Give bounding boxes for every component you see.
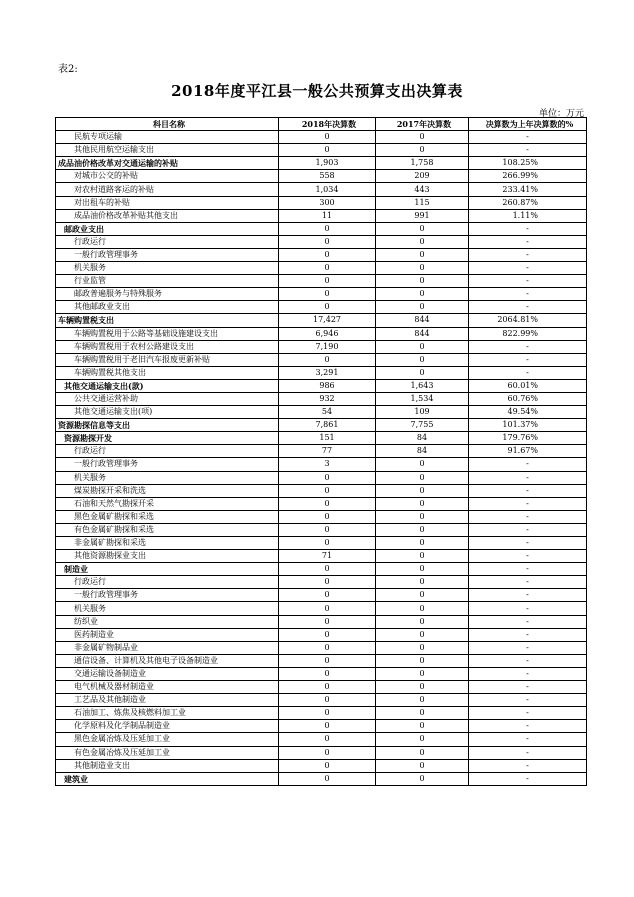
- cell-2018: 54: [279, 406, 376, 419]
- cell-percent: -: [469, 131, 587, 144]
- cell-2018: 0: [279, 144, 376, 157]
- cell-percent: -: [469, 589, 587, 602]
- cell-name: 电气机械及器材制造业: [56, 681, 279, 694]
- table-row: [56, 432, 587, 445]
- cell-percent: -: [469, 523, 587, 536]
- cell-name: 制造业: [56, 563, 279, 576]
- cell-name: 车辆购置税其他支出: [56, 366, 279, 379]
- cell-2018: 71: [279, 550, 376, 563]
- cell-2017: 209: [376, 170, 469, 183]
- cell-percent: 101.37%: [469, 419, 587, 432]
- cell-2017: 1,643: [376, 379, 469, 392]
- table-row: [56, 563, 587, 576]
- table-row: [56, 694, 587, 707]
- cell-2018: 0: [279, 654, 376, 667]
- table-row: [56, 379, 587, 392]
- table-row: [56, 209, 587, 222]
- cell-name: 煤炭勘探开采和洗选: [56, 484, 279, 497]
- cell-percent: -: [469, 628, 587, 641]
- cell-percent: -: [469, 353, 587, 366]
- unit-label: 单位：万元: [538, 109, 584, 119]
- cell-2017: 991: [376, 209, 469, 222]
- cell-2017: 0: [376, 248, 469, 261]
- cell-2018: 17,427: [279, 314, 376, 327]
- cell-2017: 0: [376, 353, 469, 366]
- header-2018: 2018年决算数: [279, 118, 376, 131]
- table-row: [56, 157, 587, 170]
- cell-2017: 844: [376, 314, 469, 327]
- cell-percent: -: [469, 222, 587, 235]
- cell-2017: 0: [376, 222, 469, 235]
- cell-2017: 0: [376, 484, 469, 497]
- cell-2017: 0: [376, 144, 469, 157]
- cell-name: 车辆购置税用于农村公路建设支出: [56, 340, 279, 353]
- cell-percent: -: [469, 550, 587, 563]
- cell-2017: 0: [376, 301, 469, 314]
- cell-name: 有色金属矿勘探和采选: [56, 523, 279, 536]
- table-row: [56, 170, 587, 183]
- cell-2018: 0: [279, 641, 376, 654]
- table-row: [56, 248, 587, 261]
- cell-percent: -: [469, 144, 587, 157]
- cell-name: 非金属矿物制品业: [56, 641, 279, 654]
- cell-2018: 0: [279, 589, 376, 602]
- table-header: [56, 118, 587, 131]
- cell-percent: -: [469, 667, 587, 680]
- cell-2018: 0: [279, 772, 376, 785]
- cell-percent: 233.41%: [469, 183, 587, 196]
- cell-2017: 0: [376, 615, 469, 628]
- cell-percent: -: [469, 288, 587, 301]
- cell-percent: -: [469, 471, 587, 484]
- cell-2018: 77: [279, 445, 376, 458]
- cell-percent: -: [469, 707, 587, 720]
- cell-2017: 0: [376, 707, 469, 720]
- cell-2017: 443: [376, 183, 469, 196]
- table-row: [56, 589, 587, 602]
- cell-2018: 0: [279, 484, 376, 497]
- cell-2017: 109: [376, 406, 469, 419]
- cell-2017: 0: [376, 523, 469, 536]
- table-row: [56, 537, 587, 550]
- cell-2017: 115: [376, 196, 469, 209]
- cell-name: 纺织业: [56, 615, 279, 628]
- table-row: [56, 615, 587, 628]
- cell-percent: 260.87%: [469, 196, 587, 209]
- cell-2018: 0: [279, 288, 376, 301]
- cell-2018: 0: [279, 615, 376, 628]
- cell-2018: 0: [279, 301, 376, 314]
- cell-name: 交通运输设备制造业: [56, 667, 279, 680]
- cell-2018: 0: [279, 681, 376, 694]
- cell-2018: 0: [279, 353, 376, 366]
- table-row: [56, 144, 587, 157]
- cell-percent: 49.54%: [469, 406, 587, 419]
- header-percent: 决算数为上年决算数的%: [469, 118, 587, 131]
- cell-2018: 0: [279, 576, 376, 589]
- cell-name: 邮政普遍服务与特殊服务: [56, 288, 279, 301]
- table-row: [56, 235, 587, 248]
- table-row: [56, 314, 587, 327]
- page-title: 2018年度平江县一般公共预算支出决算表: [171, 82, 463, 100]
- cell-2018: 0: [279, 471, 376, 484]
- cell-2018: 11: [279, 209, 376, 222]
- cell-name: 工艺品及其他制造业: [56, 694, 279, 707]
- cell-2018: 0: [279, 707, 376, 720]
- cell-name: 石油加工、炼焦及核燃料加工业: [56, 707, 279, 720]
- cell-name: 成品油价格改革对交通运输的补贴: [56, 157, 279, 170]
- cell-2018: 0: [279, 694, 376, 707]
- cell-2017: 0: [376, 131, 469, 144]
- cell-percent: 266.99%: [469, 170, 587, 183]
- cell-2017: 0: [376, 262, 469, 275]
- cell-percent: -: [469, 262, 587, 275]
- cell-name: 其他邮政业支出: [56, 301, 279, 314]
- cell-2018: 986: [279, 379, 376, 392]
- budget-table: [55, 117, 587, 786]
- cell-2017: 0: [376, 772, 469, 785]
- cell-percent: 1.11%: [469, 209, 587, 222]
- header-name: 科目名称: [56, 118, 279, 131]
- cell-name: 行政运行: [56, 576, 279, 589]
- cell-2017: 0: [376, 458, 469, 471]
- cell-2017: 0: [376, 235, 469, 248]
- cell-name: 化学原料及化学制品制造业: [56, 720, 279, 733]
- cell-2018: 0: [279, 262, 376, 275]
- cell-name: 民航专项运输: [56, 131, 279, 144]
- cell-percent: -: [469, 537, 587, 550]
- cell-2017: 0: [376, 733, 469, 746]
- cell-name: 黑色金属冶炼及压延加工业: [56, 733, 279, 746]
- table-row: [56, 654, 587, 667]
- cell-name: 其他制造业支出: [56, 759, 279, 772]
- cell-name: 成品油价格改革补贴其他支出: [56, 209, 279, 222]
- cell-percent: -: [469, 235, 587, 248]
- cell-name: 其他交通运输支出(项): [56, 406, 279, 419]
- table-row: [56, 759, 587, 772]
- cell-2017: 0: [376, 681, 469, 694]
- cell-percent: -: [469, 510, 587, 523]
- table-row: [56, 301, 587, 314]
- cell-percent: -: [469, 458, 587, 471]
- cell-name: 非金属矿勘探和采选: [56, 537, 279, 550]
- cell-2017: 0: [376, 563, 469, 576]
- cell-percent: -: [469, 248, 587, 261]
- cell-name: 石油和天然气勘探开采: [56, 497, 279, 510]
- cell-name: 机关服务: [56, 602, 279, 615]
- cell-percent: 60.76%: [469, 392, 587, 405]
- cell-2017: 0: [376, 576, 469, 589]
- cell-name: 行政运行: [56, 235, 279, 248]
- cell-2018: 3: [279, 458, 376, 471]
- cell-2018: 0: [279, 667, 376, 680]
- cell-percent: -: [469, 733, 587, 746]
- cell-2017: 84: [376, 432, 469, 445]
- cell-percent: -: [469, 340, 587, 353]
- cell-2017: 0: [376, 720, 469, 733]
- cell-name: 其他民用航空运输支出: [56, 144, 279, 157]
- cell-percent: -: [469, 746, 587, 759]
- cell-name: 通信设备、计算机及其他电子设备制造业: [56, 654, 279, 667]
- cell-2017: 0: [376, 746, 469, 759]
- header-2017: 2017年决算数: [376, 118, 469, 131]
- cell-2017: 0: [376, 340, 469, 353]
- table-row: [56, 419, 587, 432]
- cell-percent: -: [469, 720, 587, 733]
- table-row: [56, 497, 587, 510]
- cell-name: 一般行政管理事务: [56, 589, 279, 602]
- table-row: [56, 183, 587, 196]
- cell-2018: 0: [279, 537, 376, 550]
- cell-2017: 844: [376, 327, 469, 340]
- table-row: [56, 641, 587, 654]
- cell-name: 机关服务: [56, 262, 279, 275]
- cell-percent: 822.99%: [469, 327, 587, 340]
- cell-name: 行业监管: [56, 275, 279, 288]
- cell-2018: 1,903: [279, 157, 376, 170]
- cell-2017: 0: [376, 497, 469, 510]
- cell-2018: 7,861: [279, 419, 376, 432]
- table-row: [56, 576, 587, 589]
- cell-2018: 0: [279, 733, 376, 746]
- cell-2018: 300: [279, 196, 376, 209]
- cell-name: 一般行政管理事务: [56, 458, 279, 471]
- cell-name: 车辆购置税用于公路等基础设施建设支出: [56, 327, 279, 340]
- table-row: [56, 484, 587, 497]
- cell-2017: 0: [376, 694, 469, 707]
- cell-name: 建筑业: [56, 772, 279, 785]
- cell-2018: 558: [279, 170, 376, 183]
- cell-2018: 0: [279, 222, 376, 235]
- cell-2018: 0: [279, 510, 376, 523]
- cell-percent: -: [469, 275, 587, 288]
- cell-2017: 0: [376, 510, 469, 523]
- cell-2017: 84: [376, 445, 469, 458]
- table-row: [56, 550, 587, 563]
- cell-2018: 0: [279, 523, 376, 536]
- cell-name: 机关服务: [56, 471, 279, 484]
- table-row: [56, 222, 587, 235]
- cell-name: 公共交通运营补助: [56, 392, 279, 405]
- cell-name: 资源勘探信息等支出: [56, 419, 279, 432]
- cell-name: 资源勘探开发: [56, 432, 279, 445]
- cell-2018: 0: [279, 235, 376, 248]
- cell-name: 有色金属冶炼及压延加工业: [56, 746, 279, 759]
- cell-percent: -: [469, 563, 587, 576]
- cell-2017: 1,534: [376, 392, 469, 405]
- cell-2018: 0: [279, 602, 376, 615]
- cell-2018: 7,190: [279, 340, 376, 353]
- cell-name: 车辆购置税用于老旧汽车报废更新补贴: [56, 353, 279, 366]
- cell-2017: 0: [376, 667, 469, 680]
- cell-2018: 3,291: [279, 366, 376, 379]
- table-row: [56, 366, 587, 379]
- cell-2017: 0: [376, 759, 469, 772]
- cell-2018: 1,034: [279, 183, 376, 196]
- table-row: [56, 628, 587, 641]
- cell-2017: 0: [376, 275, 469, 288]
- cell-percent: 60.01%: [469, 379, 587, 392]
- cell-name: 黑色金属矿勘探和采选: [56, 510, 279, 523]
- table-row: [56, 196, 587, 209]
- table-row: [56, 707, 587, 720]
- cell-name: 其他交通运输支出(款): [56, 379, 279, 392]
- cell-percent: -: [469, 654, 587, 667]
- cell-name: 车辆购置税支出: [56, 314, 279, 327]
- cell-percent: -: [469, 641, 587, 654]
- table-row: [56, 406, 587, 419]
- table-row: [56, 458, 587, 471]
- cell-2017: 0: [376, 537, 469, 550]
- cell-2017: 0: [376, 366, 469, 379]
- cell-name: 对农村道路客运的补贴: [56, 183, 279, 196]
- table-row: [56, 681, 587, 694]
- table-row: [56, 733, 587, 746]
- cell-2017: 0: [376, 602, 469, 615]
- cell-name: 邮政业支出: [56, 222, 279, 235]
- table-row: [56, 262, 587, 275]
- table-row: [56, 772, 587, 785]
- cell-percent: -: [469, 759, 587, 772]
- cell-2018: 0: [279, 746, 376, 759]
- cell-percent: -: [469, 772, 587, 785]
- cell-percent: 91.67%: [469, 445, 587, 458]
- cell-percent: -: [469, 602, 587, 615]
- table-row: [56, 131, 587, 144]
- cell-percent: -: [469, 484, 587, 497]
- table-row: [56, 353, 587, 366]
- cell-2017: 1,758: [376, 157, 469, 170]
- cell-name: 对出租车的补贴: [56, 196, 279, 209]
- cell-2018: 0: [279, 759, 376, 772]
- table-body: [56, 131, 587, 786]
- cell-name: 医药制造业: [56, 628, 279, 641]
- cell-percent: 2064.81%: [469, 314, 587, 327]
- cell-percent: -: [469, 681, 587, 694]
- table-label: 表2:: [58, 64, 78, 75]
- cell-2017: 0: [376, 550, 469, 563]
- cell-name: 其他资源勘探业支出: [56, 550, 279, 563]
- table-row: [56, 667, 587, 680]
- cell-2018: 151: [279, 432, 376, 445]
- table-row: [56, 510, 587, 523]
- table-row: [56, 340, 587, 353]
- table-row: [56, 327, 587, 340]
- cell-2017: 0: [376, 471, 469, 484]
- cell-2018: 6,946: [279, 327, 376, 340]
- table-row: [56, 602, 587, 615]
- cell-percent: -: [469, 366, 587, 379]
- table-row: [56, 445, 587, 458]
- cell-2017: 7,755: [376, 419, 469, 432]
- cell-2017: 0: [376, 288, 469, 301]
- cell-2018: 0: [279, 248, 376, 261]
- cell-percent: -: [469, 615, 587, 628]
- cell-2017: 0: [376, 654, 469, 667]
- cell-2017: 0: [376, 628, 469, 641]
- cell-percent: -: [469, 301, 587, 314]
- table-row: [56, 471, 587, 484]
- cell-percent: -: [469, 694, 587, 707]
- cell-2017: 0: [376, 589, 469, 602]
- cell-2017: 0: [376, 641, 469, 654]
- cell-2018: 0: [279, 563, 376, 576]
- table-row: [56, 720, 587, 733]
- cell-percent: -: [469, 576, 587, 589]
- cell-2018: 932: [279, 392, 376, 405]
- cell-percent: -: [469, 497, 587, 510]
- cell-name: 行政运行: [56, 445, 279, 458]
- cell-name: 对城市公交的补贴: [56, 170, 279, 183]
- cell-2018: 0: [279, 131, 376, 144]
- cell-2018: 0: [279, 720, 376, 733]
- table-row: [56, 523, 587, 536]
- table-row: [56, 275, 587, 288]
- cell-percent: 108.25%: [469, 157, 587, 170]
- table-row: [56, 746, 587, 759]
- cell-2018: 0: [279, 497, 376, 510]
- cell-name: 一般行政管理事务: [56, 248, 279, 261]
- cell-percent: 179.76%: [469, 432, 587, 445]
- cell-2018: 0: [279, 628, 376, 641]
- table-row: [56, 288, 587, 301]
- table-row: [56, 392, 587, 405]
- cell-2018: 0: [279, 275, 376, 288]
